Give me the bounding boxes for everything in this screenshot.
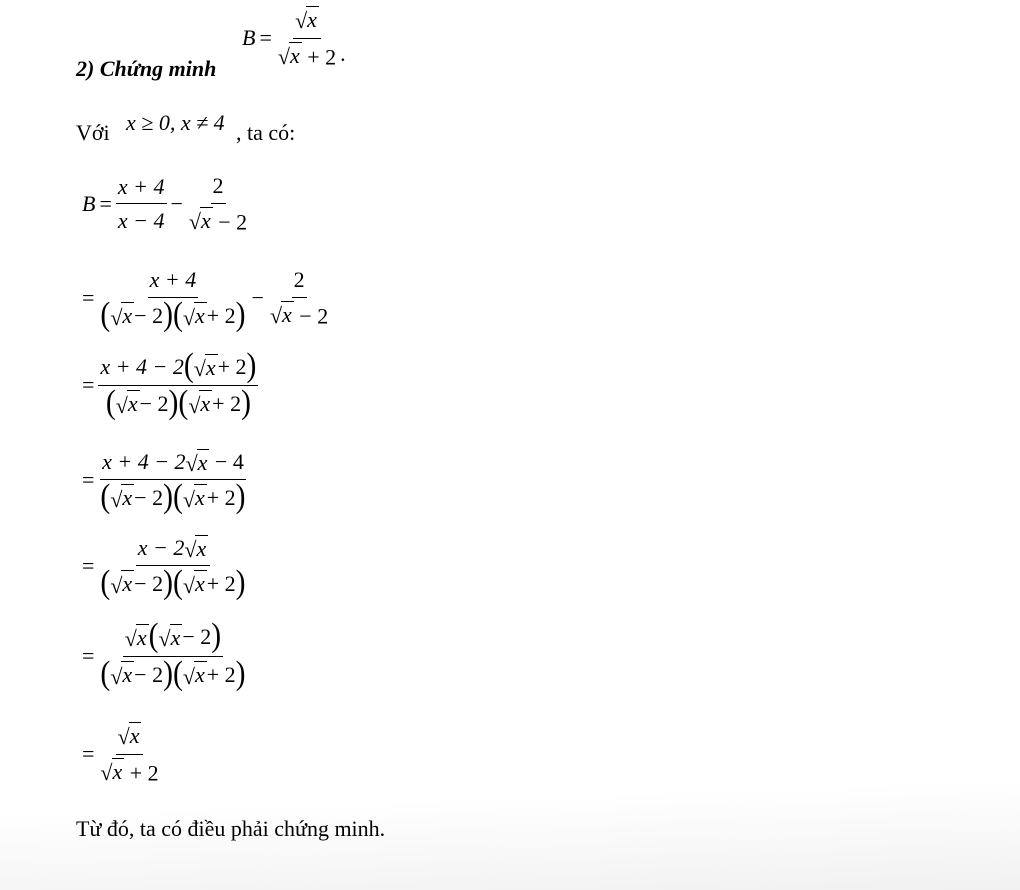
step-2: = x + 4 ( √ x − 2 ) ( √ x + 2 ) − 2 √ x − 2	[82, 267, 329, 333]
condition-math: x ≥ 0, x ≠ 4	[126, 110, 225, 135]
claim-dot: .	[340, 41, 346, 67]
claim-lhs: B	[242, 25, 256, 51]
conclusion-text: Từ đó, ta có điều phải chứng minh.	[76, 816, 386, 841]
condition-prefix: Với	[76, 120, 110, 145]
claim-formula	[242, 6, 346, 71]
claim-fraction: √ x √ x + 2	[277, 7, 337, 70]
step-6: = √ x ( √ x − 2 ) ( √ x − 2 ) ( √ x + 2 )	[82, 617, 246, 692]
step-7: = √ x √ x + 2	[82, 723, 159, 786]
step-3: = x + 4 − 2 ( √ x + 2 ) ( √ x − 2 ) ( √ x + 2 )	[82, 347, 257, 421]
step-5: = x − 2 √ x ( √ x − 2 ) ( √ x + 2 )	[82, 535, 246, 601]
step-4: = x + 4 − 2 √ x − 4 ( √ x − 2 ) ( √ x + 2 )	[82, 449, 246, 515]
section-heading: 2) Chứng minh	[76, 56, 217, 81]
claim-eq: =	[259, 25, 272, 51]
condition-suffix: , ta có:	[236, 120, 296, 145]
step-1: B = $\frac{x + 4}{x - 4}$ − 2 √ x − 2	[82, 173, 248, 234]
